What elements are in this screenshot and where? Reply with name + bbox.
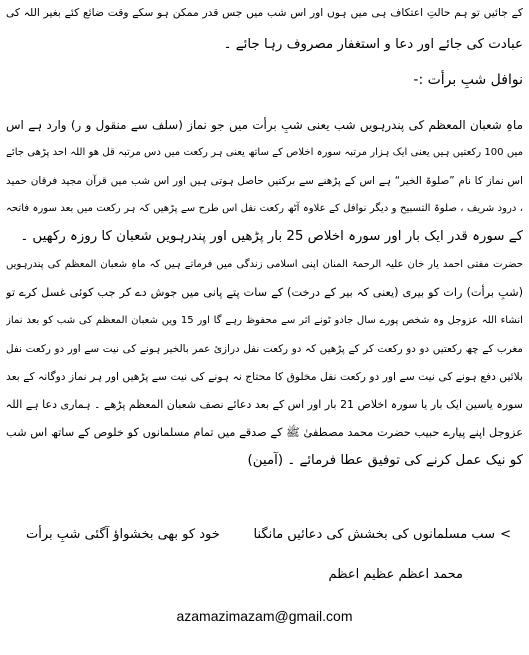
closing-left-text: خود کو بھی بخشواؤ آگئی شبِ برأت — [26, 527, 220, 542]
paragraph-line: (شبِ برأت) رات کو بیری (یعنی کہ بیر کے درخت) کے سات پتے پانی میں جوش دے کر جب کوئی غسل کرے تو — [6, 286, 523, 299]
document-page — [6, 0, 523, 655]
paragraph-line: انشاء اللہ عزوجل وہ شخص پورے سال جادو ٹونے اثر سے محفوظ رہے گا اور 15 ویں شعبان المعظم کی شب کو بعد نماز — [6, 315, 523, 326]
paragraph-line: عزوجل اپنے پیارے حبیب حضرت محمد مصطفیٰ ﷺ کے صدقے میں تمام مسلمانوں کو خلوص کے ساتھ اس شب — [6, 426, 523, 439]
paragraph-line: سورہ یاسین ایک بار یا سورہ اخلاص 21 بار اور اس کے بعد دعائے نصف شعبان المعظم پڑھے ۔ ہماری دعا ہے اللہ — [6, 398, 523, 411]
section-heading: نوافل شبِ برأت :- — [413, 72, 523, 88]
paragraph-line: بلائیں دفع ہونے کی نیت سے اور دو رکعت نفل مخلوق کا محتاج نہ ہونے کی نیت سے پڑھیں اور ہر نماز دوگانہ کے بعد — [6, 370, 523, 383]
closing-right-text: سب مسلمانوں کی بخشش کی دعائیں مانگنا — [253, 527, 495, 542]
paragraph-line: حضرت مفتی احمد یار خان علیہ الرحمۃ المنان اپنی اسلامی زندگی میں فرماتے ہیں کہ ماہِ شعبان المعظم کی پندرہویں — [6, 259, 523, 270]
paragraph-line: کو نیک عمل کرنے کی توفیق عطا فرمائے ۔ (آمین) — [247, 453, 523, 468]
arrow-icon: < — [500, 527, 511, 542]
paragraph-line: ، درود شریف ، صلوۃ التسبیح و دیگر نوافل کے علاوہ آٹھ رکعت نفل اس طرح سے پڑھیں کہ ہر رکعت میں بعد سورہ فاتحہ — [6, 203, 523, 214]
author-email: azamazimazam@gmail.com — [176, 608, 353, 624]
author-name: محمد اعظم عظیم اعظم — [328, 567, 463, 582]
paragraph-line: میں 100 رکعتیں ہیں یعنی ایک ہزار مرتبہ سورہ اخلاص کے ساتھ یعنی ہر رکعت میں دس مرتبہ قل ھو اللہ احد پڑھی جائے — [6, 147, 523, 158]
paragraph-line: مغرب کے چھ رکعتیں دو دو رکعت کر کے پڑھیں کہ دو رکعت نفل درازیٔ عمر بالخیر ہونے کی نیت سے اور دو رکعت نفل — [6, 343, 523, 355]
intro-line-1: کے جائیں تو ہم حالتِ اعتکاف ہی میں ہوں اور اس شب میں جس قدر ممکن ہو سکے وقت ضائع کئے بغیر اللہ کی — [6, 6, 523, 19]
intro-line-2: عبادت کی جائے اور دعا و استغفار مصروف رہا جائے ۔ — [223, 37, 523, 52]
paragraph-line: کے سورہ قدر ایک بار اور سورہ اخلاص 25 بار پڑھیں اور پندرہویں شعبان کا روزہ رکھیں ۔ — [20, 229, 523, 244]
paragraph-line: اس نماز کا نام ”صلوۃ الخیر“ ہے اس کے پڑھنے سے برکتیں حاصل ہوتی ہیں اور اس شب میں قرآن مجید فرقان حمید — [6, 175, 523, 187]
paragraph-line: ماہِ شعبان المعظم کی پندرہویں شب یعنی شبِ برأت میں جو نماز (سلف سے منقول و ر) وارد ہے اس — [6, 118, 523, 132]
